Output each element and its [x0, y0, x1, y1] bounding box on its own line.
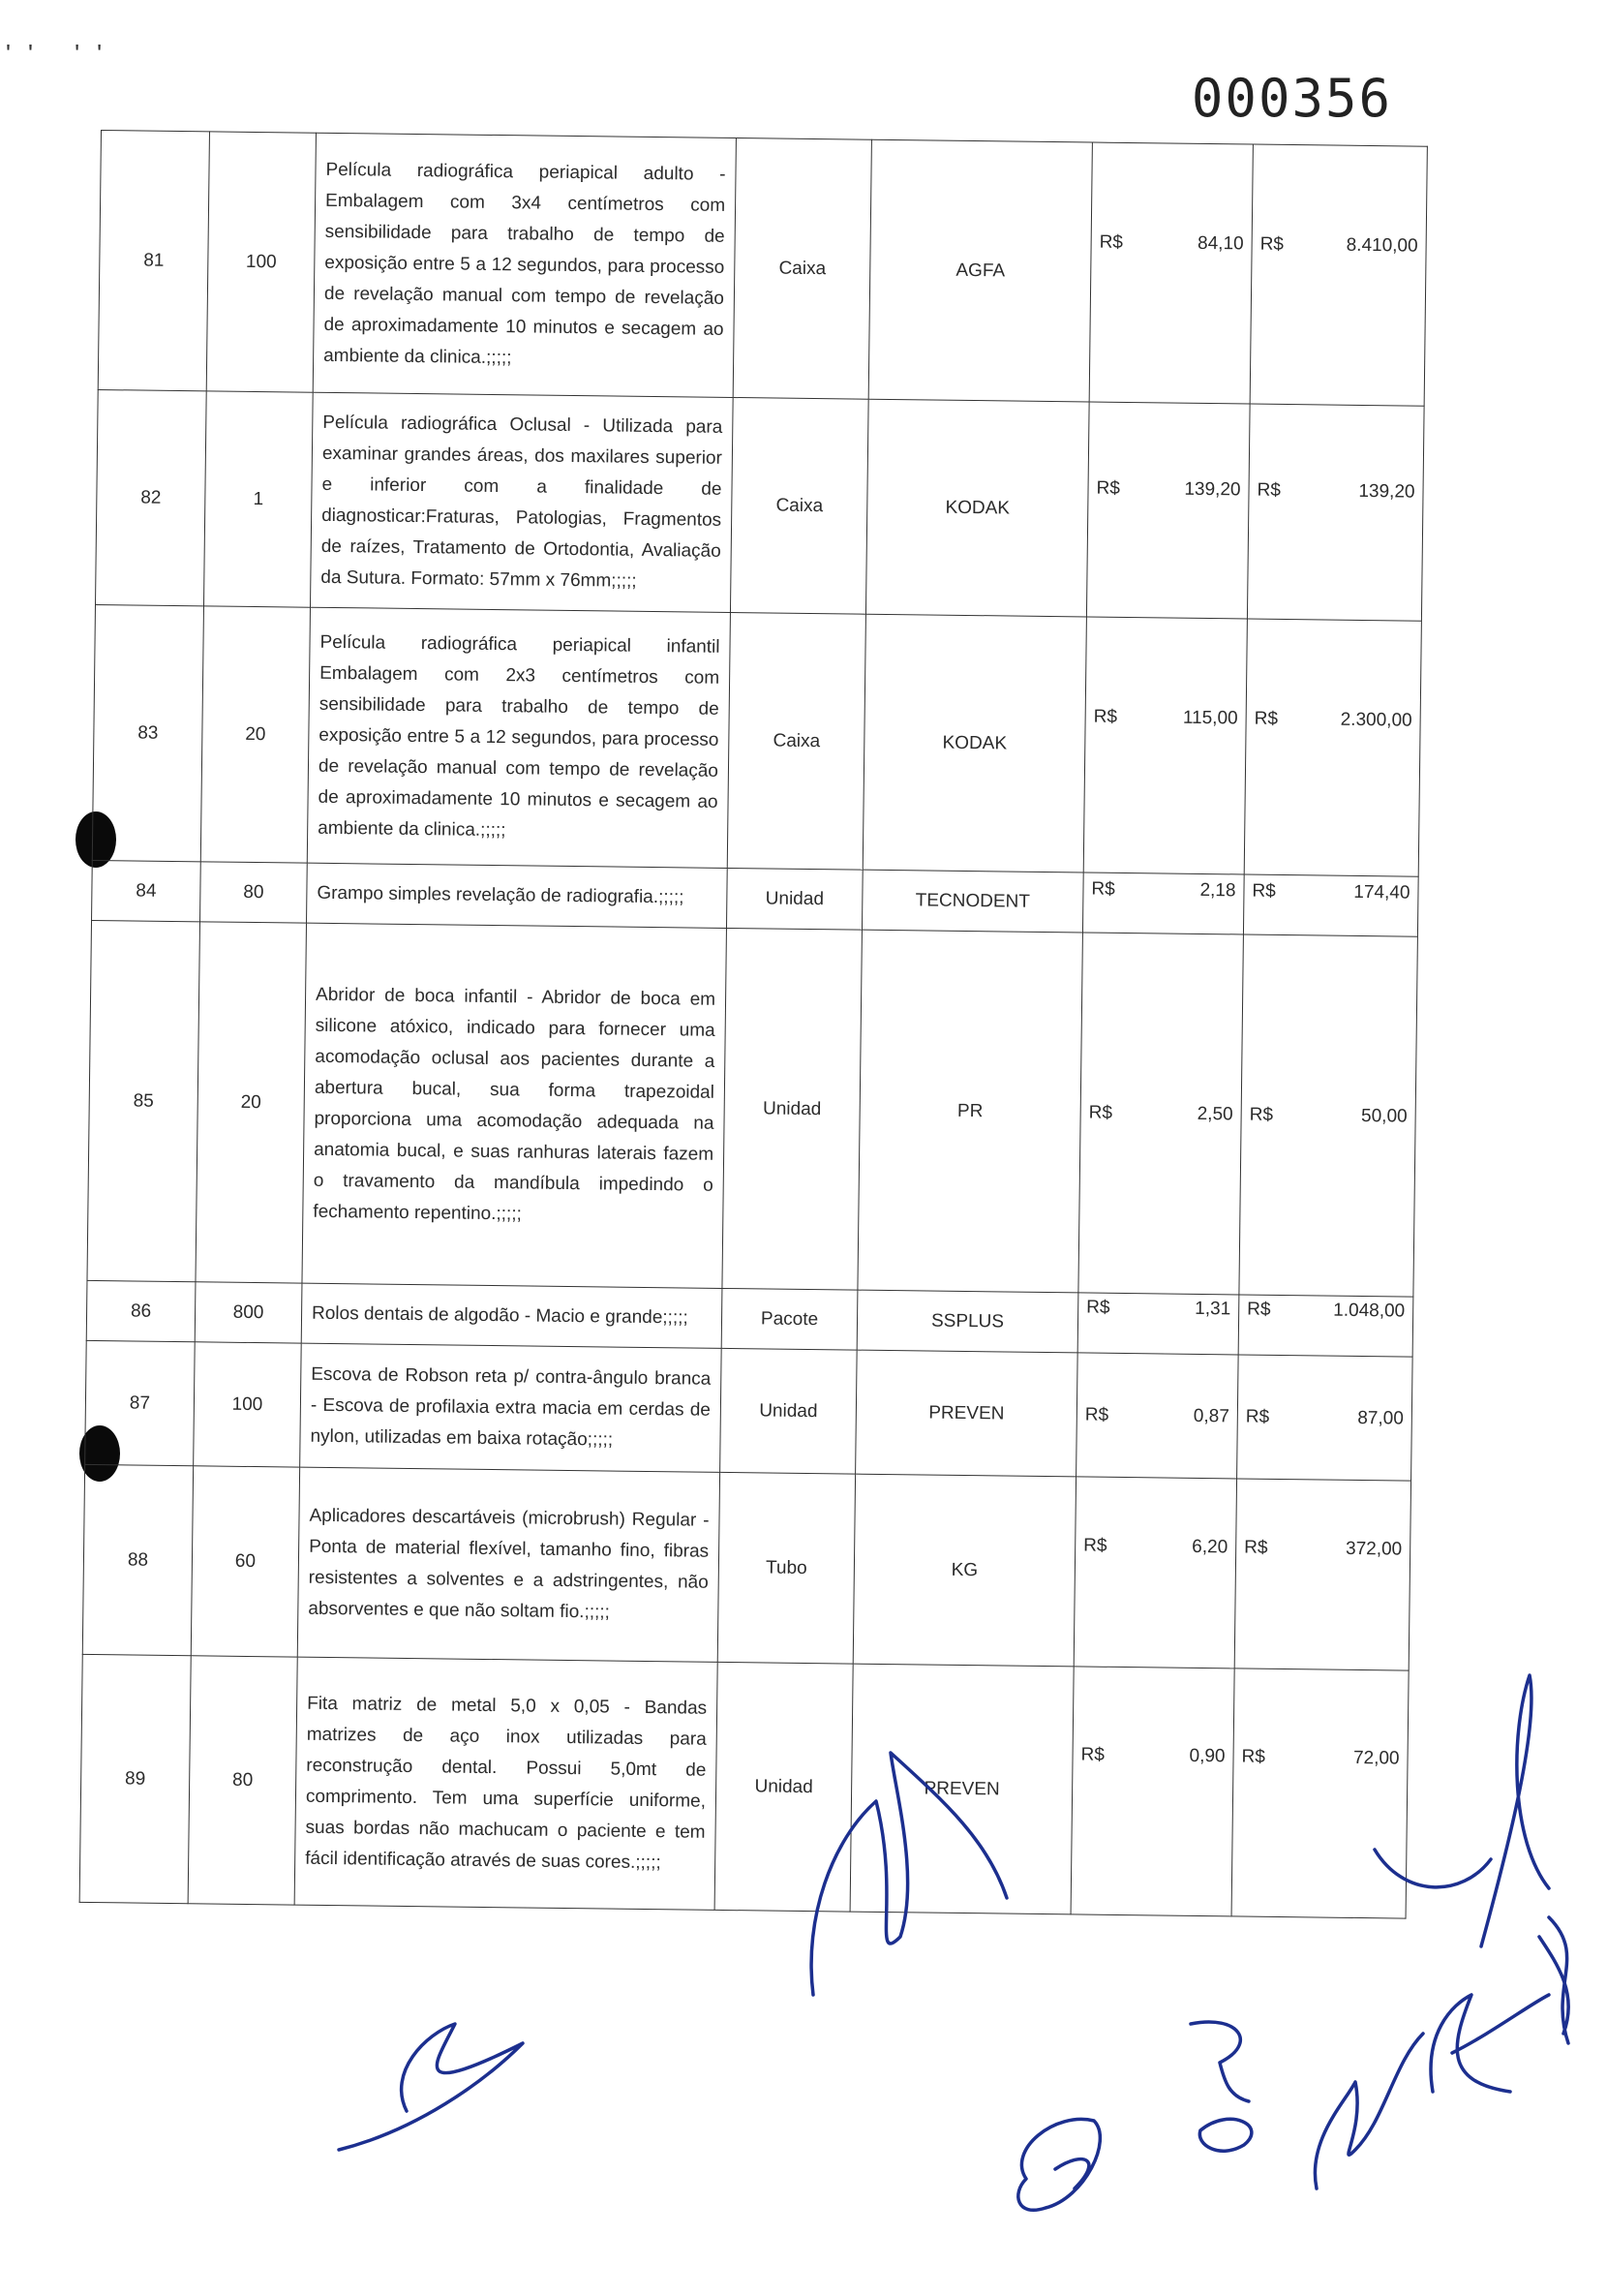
item-brand: PR [858, 930, 1083, 1293]
unit-price [1078, 933, 1244, 1295]
item-brand: PREVEN [850, 1664, 1074, 1914]
total-price [1239, 934, 1418, 1297]
item-brand: PREVEN [856, 1350, 1078, 1477]
item-brand: KODAK [865, 399, 1089, 617]
currency-label: R$ [1080, 1744, 1105, 1765]
total-value: 174,40 [1353, 881, 1410, 903]
signature-stroke [1315, 2034, 1423, 2189]
item-quantity: 80 [188, 1656, 297, 1905]
item-number: 85 [87, 920, 200, 1281]
currency-label: R$ [1093, 706, 1118, 727]
item-description: Película radiográfica periapical adulto - Embalagem com 3x4 centímetros com sensibilidade para trabalho de tempo de exposição entre 5 a 12 segundos, para processo de revelação manual com tempo de revelação de aproximadamente 10 minutos e secagem ao ambiente da clinica.;;;;; [313, 133, 736, 397]
item-brand: AGFA [868, 139, 1092, 402]
item-unit: Unidad [726, 868, 863, 930]
item-quantity: 80 [200, 862, 308, 923]
item-quantity: 60 [191, 1466, 299, 1657]
item-description: Película radiográfica Oclusal - Utilizada para examinar grandes áreas, dos maxilares superior e inferior com a finalidade de diagnosticar:Fraturas, Patologias, Fragmentos de raízes, Tratamento de Ortodontia, Avaliação da Sutura. Formato: 57mm x 76mm;;;;; [310, 392, 733, 612]
currency-label: R$ [1244, 1537, 1268, 1558]
item-quantity: 800 [195, 1282, 302, 1343]
currency-label: R$ [1257, 479, 1281, 501]
currency-label: R$ [1083, 1535, 1107, 1556]
total-value: 139,20 [1358, 480, 1415, 503]
unit-price [1077, 1293, 1239, 1355]
price-value: 115,00 [1182, 707, 1238, 729]
currency-label: R$ [1247, 1299, 1271, 1320]
table-row [87, 920, 1417, 1297]
total-value: 8.410,00 [1346, 234, 1418, 257]
total-value: 50,00 [1360, 1105, 1408, 1127]
item-description: Película radiográfica periapical infantil Embalagem com 2x3 centímetros com sensibilidade para trabalho de tempo de exposição entre 5 a 12 segundos, para processo de revelação manual com tempo de revelação de aproximadamente 10 minutos e secagem ao ambiente da clinica.;;;;; [307, 607, 730, 868]
total-price [1244, 619, 1421, 876]
item-unit: Caixa [727, 612, 865, 870]
item-brand: KG [853, 1474, 1076, 1667]
unit-price [1082, 872, 1244, 934]
price-value: 0,87 [1193, 1405, 1229, 1426]
table-row [96, 389, 1425, 621]
signature-stroke [1481, 1675, 1549, 1946]
currency-label: R$ [1259, 233, 1285, 255]
item-number: 86 [86, 1280, 196, 1341]
item-description: Rolos dentais de algodão - Macio e grande;;;;; [301, 1283, 722, 1348]
total-price [1238, 1295, 1413, 1357]
item-unit: Pacote [721, 1288, 858, 1350]
item-unit: Caixa [733, 138, 871, 400]
item-quantity: 100 [194, 1342, 302, 1467]
item-number: 81 [98, 131, 209, 391]
price-value: 139,20 [1184, 478, 1241, 501]
total-value: 72,00 [1352, 1747, 1400, 1769]
signature-stroke [1199, 2119, 1252, 2151]
total-price [1243, 874, 1418, 936]
price-value: 1,31 [1195, 1298, 1231, 1320]
table-row [85, 1340, 1412, 1481]
item-number: 84 [92, 860, 201, 921]
price-value: 6,20 [1192, 1536, 1228, 1558]
item-description: Escova de Robson reta p/ contra-ângulo branca - Escova de profilaxia extra macia em cerdas de nylon, utilizadas em baixa rotação;;;;; [300, 1343, 722, 1472]
item-number: 89 [79, 1654, 191, 1903]
currency-label: R$ [1245, 1406, 1270, 1427]
total-price [1237, 1355, 1413, 1481]
currency-label: R$ [1088, 1102, 1113, 1123]
currency-label: R$ [1254, 708, 1279, 729]
total-value: 2.300,00 [1340, 709, 1412, 731]
item-unit: Unidad [720, 1348, 858, 1474]
item-unit: Tubo [717, 1472, 855, 1664]
item-quantity: 100 [206, 132, 316, 392]
item-description: Fita matriz de metal 5,0 x 0,05 - Bandas matrizes de aço inox utilizadas para reconstrução dental. Possui 5,0mt de comprimento. Tem uma superfície uniforme, suas bordas não machucam o paciente e tem fácil identificação através de suas cores.;;;;; [294, 1657, 717, 1910]
currency-label: R$ [1249, 1104, 1274, 1125]
items-table [79, 130, 1428, 1919]
signature-stroke [1539, 1917, 1568, 2043]
price-value: 84,10 [1197, 232, 1244, 255]
item-brand: KODAK [863, 614, 1086, 872]
total-price [1234, 1479, 1410, 1670]
total-price [1247, 404, 1424, 621]
total-price [1231, 1668, 1409, 1918]
item-description: Aplicadores descartáveis (microbrush) Regular - Ponta de material flexível, tamanho fino, fibras resistentes a solventes e a adstringentes, não absorventes e que não soltam fio.;;;;; [297, 1467, 719, 1662]
scan-specks: '' '' [6, 39, 120, 68]
signature-stroke [339, 2024, 523, 2150]
item-unit: Unidad [714, 1662, 853, 1912]
item-unit: Unidad [722, 928, 863, 1290]
item-brand: TECNODENT [862, 870, 1083, 933]
signature-stroke [1018, 2119, 1101, 2210]
total-value: 372,00 [1345, 1538, 1403, 1560]
currency-label: R$ [1096, 477, 1120, 499]
total-value: 87,00 [1357, 1407, 1404, 1429]
currency-label: R$ [1252, 880, 1276, 902]
item-quantity: 20 [196, 922, 307, 1283]
signature-stroke [1431, 1995, 1549, 2092]
signature-stroke [1191, 2022, 1249, 2101]
unit-price [1071, 1667, 1234, 1916]
price-value: 2,18 [1199, 879, 1236, 902]
price-value: 0,90 [1189, 1745, 1226, 1767]
unit-price [1076, 1353, 1239, 1479]
item-number: 87 [85, 1340, 196, 1465]
table-row [98, 131, 1427, 407]
currency-label: R$ [1099, 231, 1124, 253]
item-description: Abridor de boca infantil - Abridor de boca em silicone atóxico, indicado para fornecer uma acomodação oclusal aos pacientes durante a abertura bucal, sua forma trapezoidal proporciona uma acomodação adequada na anatomia bucal, e suas ranhuras laterais fazem o travamento da mandíbula impedindo o fechamento repentino.;;;;; [302, 923, 727, 1288]
item-unit: Caixa [730, 398, 868, 615]
currency-label: R$ [1241, 1746, 1265, 1767]
price-value: 2,50 [1197, 1103, 1233, 1124]
unit-price [1089, 142, 1253, 404]
table-row [79, 1654, 1409, 1918]
item-description: Grampo simples revelação de radiografia.;;;;; [307, 863, 728, 928]
currency-label: R$ [1086, 1297, 1110, 1318]
unit-price [1074, 1477, 1236, 1668]
page-number: 000356 [1191, 68, 1392, 129]
item-brand: SSPLUS [857, 1290, 1078, 1353]
unit-price [1083, 617, 1247, 874]
total-price [1250, 144, 1427, 406]
item-quantity: 20 [200, 606, 310, 863]
total-value: 1.048,00 [1333, 1300, 1406, 1322]
item-number: 82 [96, 389, 207, 605]
item-number: 88 [82, 1464, 193, 1655]
unit-price [1086, 402, 1250, 619]
table-row [92, 604, 1421, 876]
item-quantity: 1 [203, 391, 313, 607]
item-number: 83 [92, 604, 203, 861]
table-row [82, 1464, 1410, 1670]
currency-label: R$ [1091, 878, 1115, 900]
currency-label: R$ [1084, 1404, 1109, 1425]
